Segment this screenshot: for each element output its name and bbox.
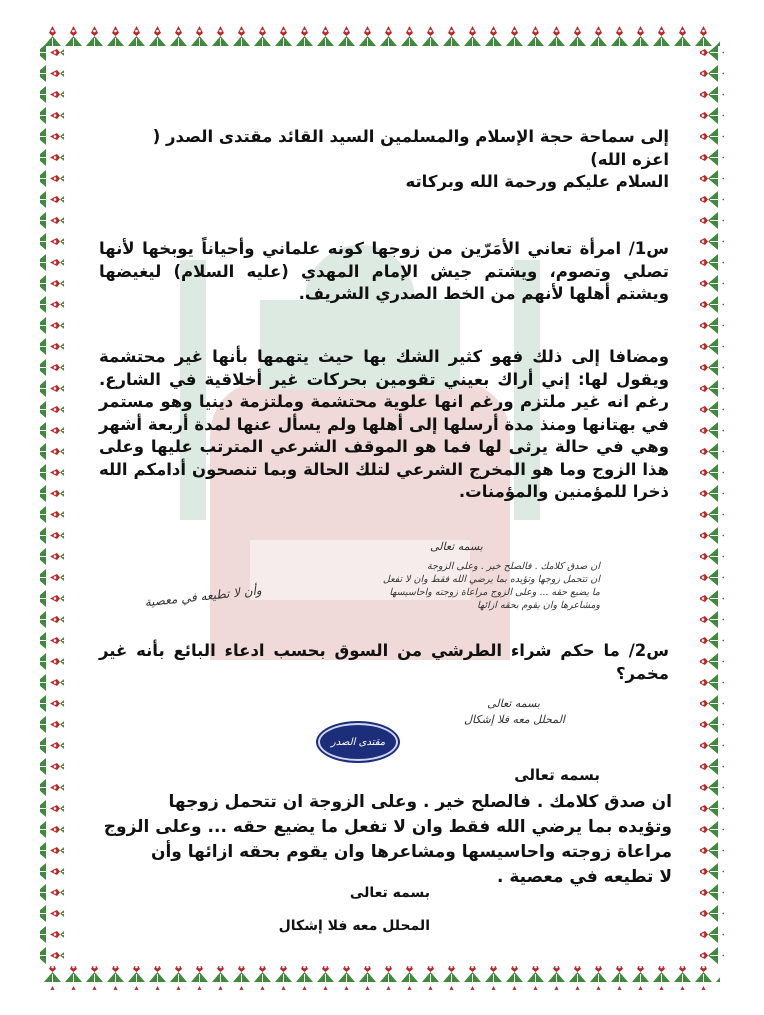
- handwritten-basmala-2: بسمه تعالى: [487, 697, 540, 710]
- question-1-paragraph-1: س1/ امرأة تعاني الأمَرّين من زوجها كونه علماني وأحياناً يوبخها لأنها تصلي وتصوم، ويشتم جيش الإمام المهدي (عليه السلام) ليغيضها ويشتم أهلها لأنهم من الخط الصدري الشريف.: [99, 239, 669, 303]
- answer-1-line: ان صدق كلامك . فالصلح خير . وعلى الزوجة ان تتحمل زوجها: [168, 792, 672, 812]
- handwritten-note-line: ما يضيع حقه ... وعلى الزوج مراعاة زوجته واحاسيسها: [389, 587, 600, 598]
- greeting: السلام عليكم ورحمة الله وبركاته: [405, 172, 669, 191]
- answer-1-line: مراعاة زوجته واحاسيسها ومشاعرها وان يقوم بحقه ازائها وأن: [150, 842, 672, 862]
- official-seal: [318, 723, 398, 761]
- handwritten-note: [265, 560, 600, 612]
- question-2: س2/ ما حكم شراء الطرشي من السوق بحسب ادعاء البائع بأنه غير مخمر؟: [99, 641, 669, 683]
- salutation-line-1: إلى سماحة حجة الإسلام والمسلمين السيد القائد مقتدى الصدر (: [152, 127, 669, 146]
- salutation: [99, 126, 669, 194]
- answer-1-line: وتؤيده بما يرضي الله فقط وان لا تفعل ما يضيع حقه ... وعلى الزوج: [103, 817, 672, 837]
- handwritten-note-line: ان تتحمل زوجها وتؤيده بما يرضي الله فقط وان لا تفعل: [382, 574, 600, 585]
- handwritten-margin-note: وأن لا تطيعه في معصية: [143, 583, 263, 610]
- answer-1-line: لا تطيعه في معصية .: [496, 867, 672, 887]
- answer-1-body: [97, 790, 672, 890]
- salutation-line-2: اعزه الله): [590, 149, 669, 169]
- answer-2-body: المحلل معه فلا إشكال: [278, 918, 430, 934]
- handwritten-ruling-2: المحلل معه فلا إشكال: [464, 713, 565, 726]
- handwritten-basmala-1: بسمه تعالى: [430, 540, 483, 553]
- answer-1-heading: بسمه تعالى: [514, 766, 600, 784]
- seal-text: مقتدى الصدر: [330, 736, 386, 748]
- handwritten-note-line: ومشاعرها وان يقوم بحقه ازائها: [477, 600, 600, 611]
- handwritten-note-line: ان صدق كلامك . فالصلح خير . وعلى الزوجة: [427, 561, 600, 572]
- answer-2-heading: بسمه تعالى: [349, 885, 430, 901]
- question-1-paragraph-2: ومضافا إلى ذلك فهو كثير الشك بها حيث يتهمها بأنها غير محتشمة ويقول لها: إني أراك بعيني تقومين بحركات غير أخلاقية في الشارع. رغم انه غير ملتزم ورغم انها علوية محتشمة وملتزمة دينيا وهو مستمر في بهتانها ومنذ مدة أرسلها إلى أهلها ولم يسأل عنها لمدة أربعة أشهر وهي في حالة يرثى لها فما هو الموقف الشرعي المترتب عليها وعلى هذا الزوج وما هو المخرج الشرعي لتلك الحالة وبما تنصحون أدامكم الله ذخرا للمؤمنين والمؤمنات.: [99, 347, 669, 501]
